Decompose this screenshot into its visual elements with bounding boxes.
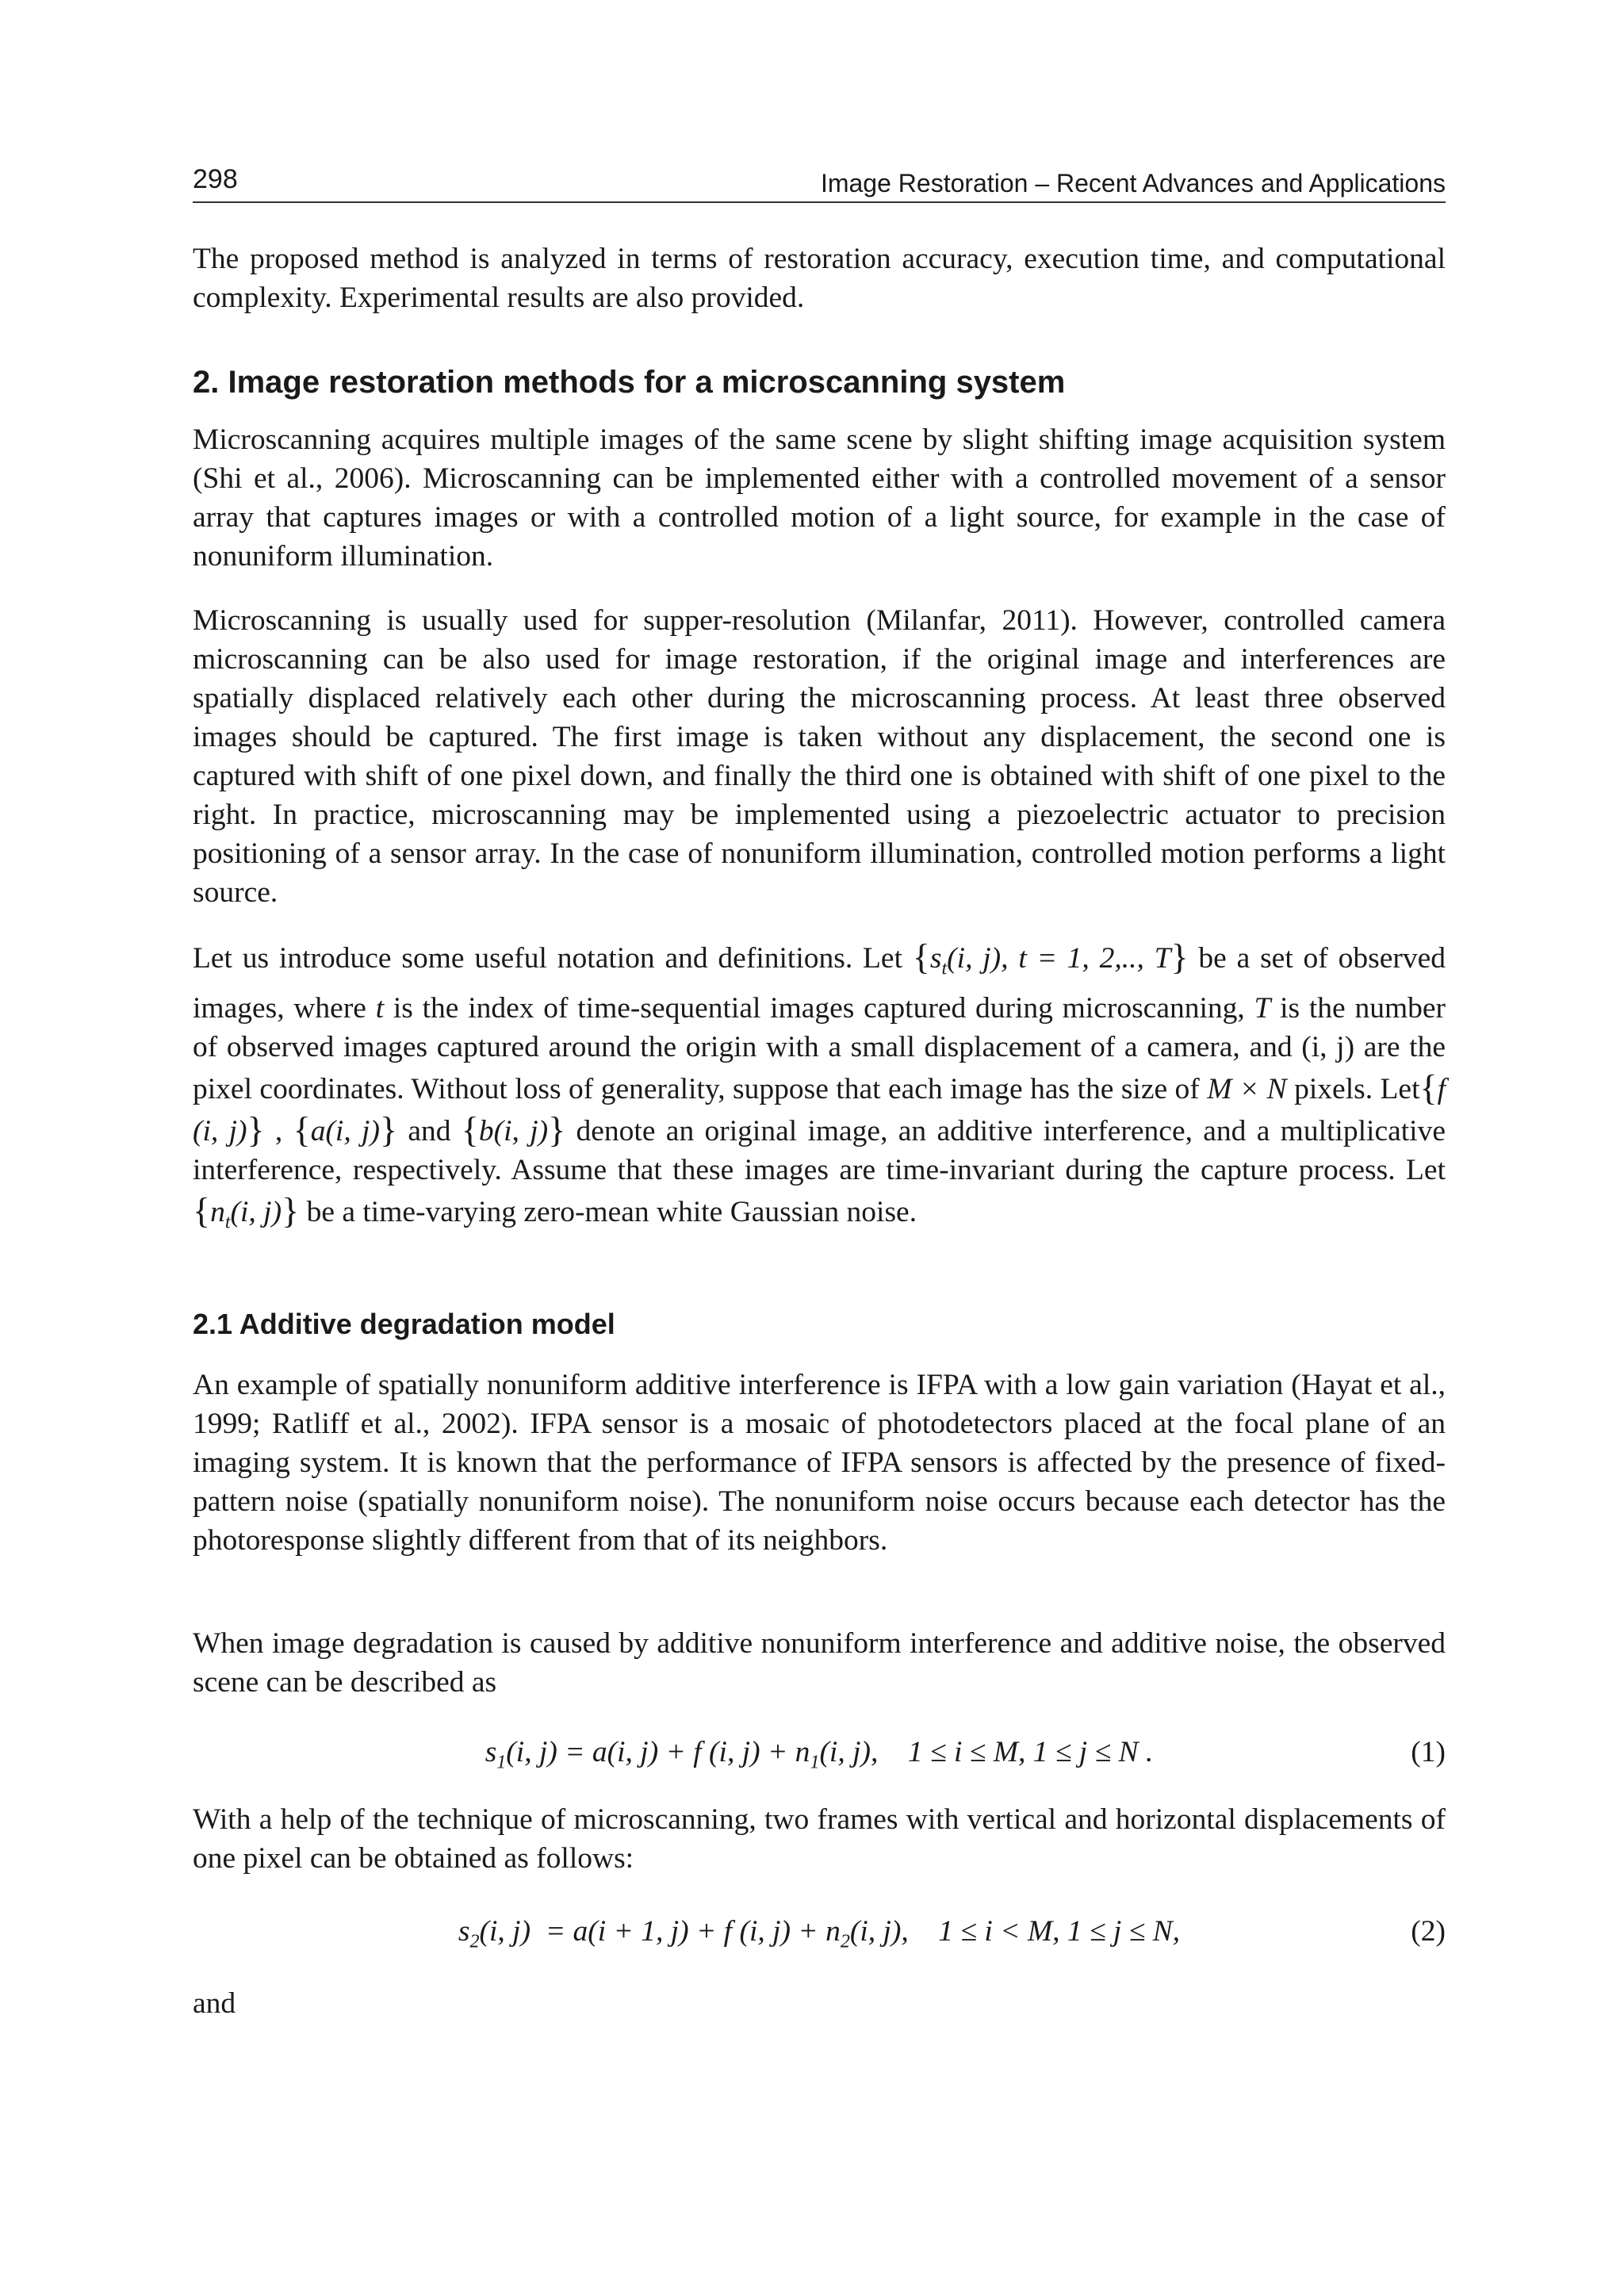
section-2-paragraph-3: Let us introduce some useful notation and definitions. Let {$s_t(i$, j), t = 1, 2,.., T} be a set of observed images, where t is the index of time-sequential images captured during microscanning, T is the number of observed images captured around the origin with a small displacement of a camera, and (i, j) are the pixel coordinates. Without loss of generality, suppose that each image has the size of M × N pixels. Let{f (i, j)} , {a(i, j)} and {b(i, j)} denote an original image, an additive interference, and a multiplicative interference, respectively. Assume that these images are time-invariant during the capture process. Let {$n_t(i$, j)} be a time-varying zero-mean white Gaussian noise. [193,937,1446,1232]
equation-1-body: $s_1(i$, j) = a(i, j) + f (i, $j) + n_1(i$, j), 1 ≤ i ≤ M, 1 ≤ j ≤ N . [485,1736,1154,1773]
section-2-paragraph-1: Microscanning acquires multiple images of the same scene by slight shifting image acquisition system (Shi et al., 2006). Microscanning can be implemented either with a controlled movement of a sensor array that captures images or with a controlled motion of a light source, for example in the case of nonuniform illumination. [193,423,1446,573]
intro-paragraph: The proposed method is analyzed in terms of restoration accuracy, execution time, and computational complexity. Experimental results are also provided. [193,243,1446,314]
section-2-1-heading: 2.1 Additive degradation model [193,1308,615,1340]
page-number: 298 [193,164,238,194]
book-title: Image Restoration – Recent Advances and Applications [820,169,1446,197]
equation-2 [193,1908,1446,1956]
equation-2-body: $s_2(i$, j) = a(i + 1, j) + f (i, $j) + n_2(i$, j), 1 ≤ i < M, 1 ≤ j ≤ N, [458,1915,1181,1952]
section-2-1-paragraph-3: With a help of the technique of microscanning, two frames with vertical and horizontal displacements of one pixel can be obtained as follows: [193,1803,1446,1875]
equation-2-number: (2) [1411,1915,1446,1948]
section-2-1-paragraph-2: When image degradation is caused by additive nonuniform interference and additive noise, the observed scene can be described as [193,1627,1446,1699]
equation-1-number: (1) [1411,1736,1446,1768]
running-header [193,163,1446,203]
equation-1 [193,1729,1446,1776]
section-2-heading: 2. Image restoration methods for a microscanning system [193,365,1066,400]
section-2-1-paragraph-4: and [193,1987,236,2020]
section-2-paragraph-2: Microscanning is usually used for supper-resolution (Milanfar, 2011). However, controlled camera microscanning can be also used for image restoration, if the original image and interferences are spatially displaced relatively each other during the microscanning process. At least three observed images should be captured. The first image is taken without any displacement, the second one is captured with shift of one pixel down, and finally the third one is obtained with shift of one pixel to the right. In practice, microscanning may be implemented using a piezoelectric actuator to precision positioning of a sensor array. In the case of nonuniform illumination, controlled motion performs a light source. [193,604,1446,909]
page [193,0,1446,2291]
section-2-1-paragraph-1: An example of spatially nonuniform additive interference is IFPA with a low gain variation (Hayat et al., 1999; Ratliff et al., 2002). IFPA sensor is a mosaic of photodetectors placed at the focal plane of an imaging system. It is known that the performance of IFPA sensors is affected by the presence of fixed-pattern noise (spatially nonuniform noise). The nonuniform noise occurs because each detector has the photoresponse slightly different from that of its neighbors. [193,1369,1446,1557]
